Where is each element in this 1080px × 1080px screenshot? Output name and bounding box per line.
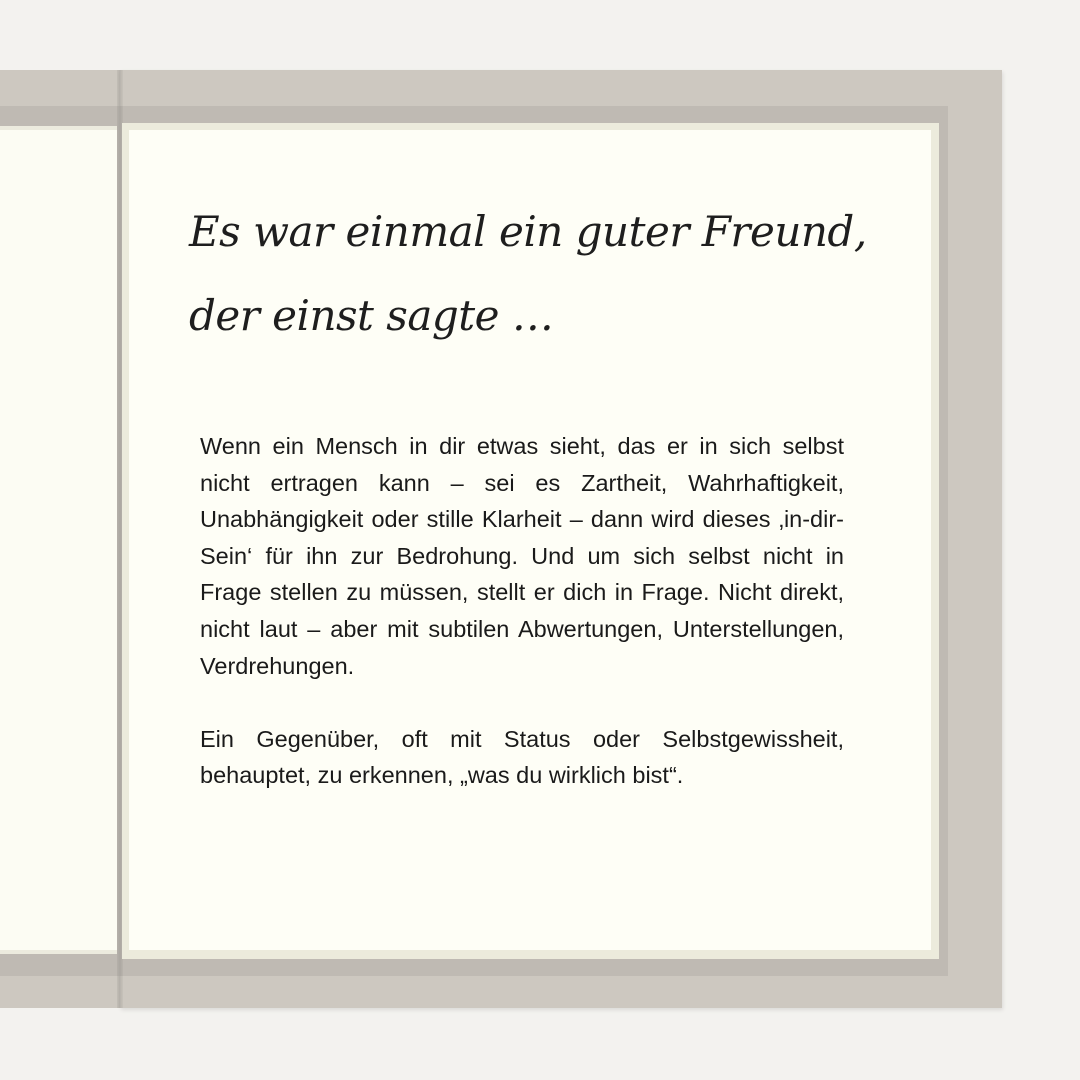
heading-line-2: der einst sagte … [189,291,554,340]
page-heading [189,190,889,358]
heading-line-1: Es war einmal ein guter Freund, [189,207,867,256]
paragraph-2: Ein Gegenüber, oft mit Status oder Selbstgewissheit, behauptet, zu erkennen, „was du wirklich bist“. [200,725,844,789]
body-text [200,428,844,794]
right-page [129,130,931,950]
paragraph-1: Wenn ein Mensch in dir etwas sieht, das er in sich selbst nicht ertragen kann – sei es Zartheit, Wahrhaftigkeit, Unabhängigkeit oder stille Klarheit – dann wird dieses ‚in-dir-Sein‘ für ihn zur Bedrohung. Und um sich selbst nicht in Frage stellen zu müssen, stellt er dich in Frage. Nicht direkt, nicht laut – aber mit subtilen Abwertungen, Unterstellungen, Verdrehungen. [200,433,844,679]
left-page [0,126,117,954]
